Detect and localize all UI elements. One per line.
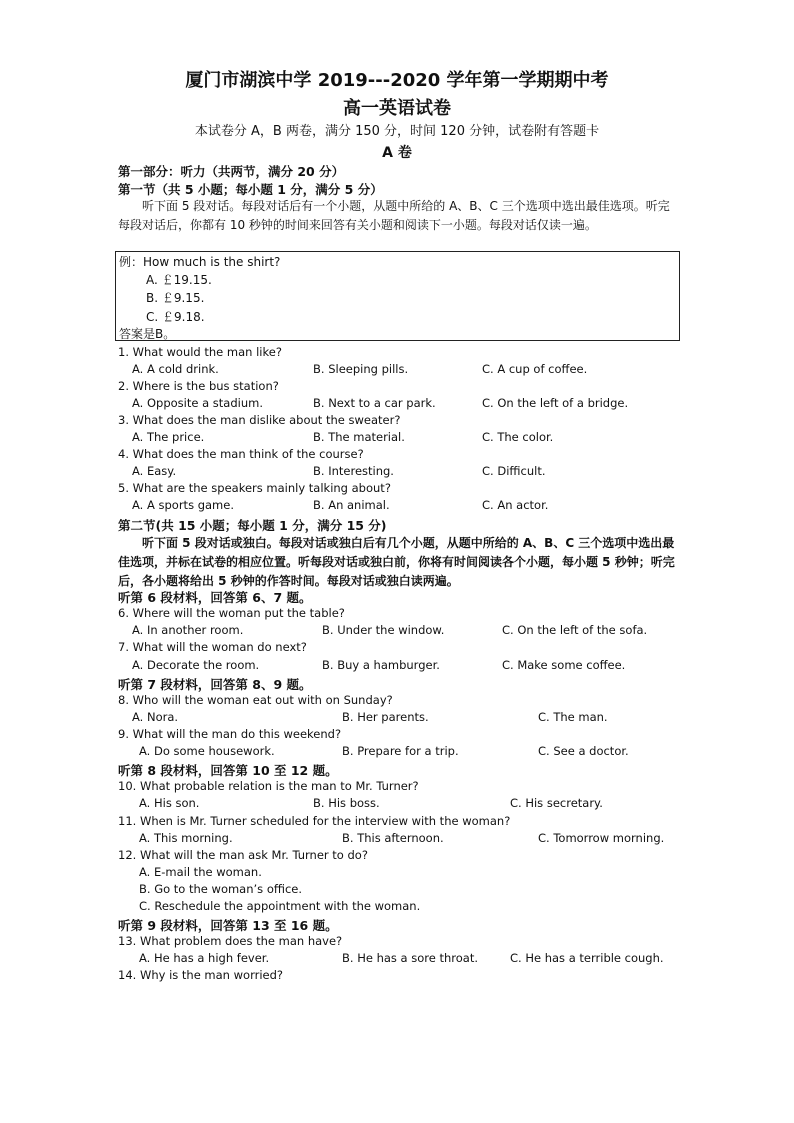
- question-13: 13. What problem does the man have?: [118, 934, 343, 948]
- example-option-c: C. ￡9.18.: [146, 310, 205, 324]
- section1-instructions: 听下面 5 段对话。每段对话后有一个小题，从题中所给的 A、B、C 三个选项中选出最佳选项。听完每段对话后，你都有 10 秒钟的时间来回答有关小题和阅读下一小题。每段对话仅读一遍。: [118, 199, 670, 232]
- q4-option-c: C. Difficult.: [482, 464, 546, 478]
- q1-option-b: B. Sleeping pills.: [313, 362, 409, 376]
- question-7: 7. What will the woman do next?: [118, 640, 307, 654]
- q9-option-a: A. Do some housework.: [139, 744, 275, 758]
- exam-title: 厦门市湖滨中学 2019---2020 学年第一学期期中考: [185, 70, 609, 91]
- q13-option-b: B. He has a sore throat.: [342, 951, 479, 965]
- q3-option-a: A. The price.: [132, 430, 205, 444]
- question-9: 9. What will the man do this weekend?: [118, 727, 342, 741]
- q5-option-c: C. An actor.: [482, 498, 549, 512]
- group-8-heading: 听第 8 段材料，回答第 10 至 12 题。: [118, 763, 338, 778]
- q6-option-c: C. On the left of the sofa.: [502, 623, 648, 637]
- example-option-a: A. ￡19.15.: [146, 273, 212, 287]
- example-question: 例：How much is the shirt?: [119, 255, 281, 269]
- q2-option-b: B. Next to a car park.: [313, 396, 436, 410]
- section2-heading: 第二节(共 15 小题；每小题 1 分，满分 15 分): [118, 518, 387, 533]
- question-1: 1. What would the man like?: [118, 345, 282, 359]
- q1-option-a: A. A cold drink.: [132, 362, 219, 376]
- exam-info: 本试卷分 A，B 两卷，满分 150 分，时间 120 分钟，试卷附有答题卡: [194, 124, 600, 139]
- q5-option-b: B. An animal.: [313, 498, 390, 512]
- group-9-heading: 听第 9 段材料，回答第 13 至 16 题。: [118, 918, 338, 933]
- q12-option-b: B. Go to the woman’s office.: [139, 882, 303, 896]
- question-6: 6. Where will the woman put the table?: [118, 606, 345, 620]
- q8-option-c: C. The man.: [538, 710, 608, 724]
- q11-option-c: C. Tomorrow morning.: [538, 831, 665, 845]
- q3-option-b: B. The material.: [313, 430, 405, 444]
- q2-option-c: C. On the left of a bridge.: [482, 396, 629, 410]
- section2-instructions: 听下面 5 段对话或独白。每段对话或独白后有几个小题，从题中所给的 A、B、C 三个选项中选出最佳选项，并标在试卷的相应位置。听每段对话或独白前，你将有时间阅读各个小题，每小题 5 秒钟；听完后，各小题将给出 5 秒钟的作答时间。每段对话或独白读两遍。: [118, 536, 675, 588]
- question-14: 14. Why is the man worried?: [118, 968, 283, 982]
- q2-option-a: A. Opposite a stadium.: [132, 396, 263, 410]
- q4-option-a: A. Easy.: [132, 464, 177, 478]
- q13-option-c: C. He has a terrible cough.: [510, 951, 664, 965]
- q8-option-a: A. Nora.: [132, 710, 179, 724]
- part1-heading: 第一部分：听力（共两节，满分 20 分）: [118, 164, 345, 179]
- q11-option-b: B. This afternoon.: [342, 831, 444, 845]
- example-box: [115, 251, 680, 341]
- group-7-heading: 听第 7 段材料，回答第 8、9 题。: [118, 677, 312, 692]
- q4-option-b: B. Interesting.: [313, 464, 394, 478]
- q6-option-a: A. In another room.: [132, 623, 244, 637]
- example-answer: 答案是B。: [119, 327, 176, 341]
- question-8: 8. Who will the woman eat out with on Sunday?: [118, 693, 393, 707]
- q12-option-c: C. Reschedule the appointment with the woman.: [139, 899, 421, 913]
- q10-option-a: A. His son.: [139, 796, 200, 810]
- q9-option-c: C. See a doctor.: [538, 744, 629, 758]
- q7-option-a: A. Decorate the room.: [132, 658, 260, 672]
- question-11: 11. When is Mr. Turner scheduled for the interview with the woman?: [118, 814, 511, 828]
- q1-option-c: C. A cup of coffee.: [482, 362, 588, 376]
- group-6-heading: 听第 6 段材料，回答第 6、7 题。: [118, 590, 312, 605]
- q8-option-b: B. Her parents.: [342, 710, 429, 724]
- q10-option-b: B. His boss.: [313, 796, 380, 810]
- q7-option-b: B. Buy a hamburger.: [322, 658, 440, 672]
- question-12: 12. What will the man ask Mr. Turner to do?: [118, 848, 368, 862]
- question-2: 2. Where is the bus station?: [118, 379, 279, 393]
- question-10: 10. What probable relation is the man to Mr. Turner?: [118, 779, 419, 793]
- q7-option-c: C. Make some coffee.: [502, 658, 626, 672]
- q13-option-a: A. He has a high fever.: [139, 951, 270, 965]
- q12-option-a: A. E-mail the woman.: [139, 865, 262, 879]
- exam-subtitle: 高一英语试卷: [343, 98, 451, 119]
- q10-option-c: C. His secretary.: [510, 796, 603, 810]
- question-3: 3. What does the man dislike about the sweater?: [118, 413, 401, 427]
- question-5: 5. What are the speakers mainly talking about?: [118, 481, 391, 495]
- q5-option-a: A. A sports game.: [132, 498, 234, 512]
- q6-option-b: B. Under the window.: [322, 623, 445, 637]
- q3-option-c: C. The color.: [482, 430, 554, 444]
- section1-heading: 第一节（共 5 小题；每小题 1 分，满分 5 分）: [118, 182, 383, 197]
- q11-option-a: A. This morning.: [139, 831, 233, 845]
- example-option-b: B. ￡9.15.: [146, 291, 205, 305]
- q9-option-b: B. Prepare for a trip.: [342, 744, 459, 758]
- volume-label: A 卷: [382, 145, 412, 161]
- question-4: 4. What does the man think of the course?: [118, 447, 364, 461]
